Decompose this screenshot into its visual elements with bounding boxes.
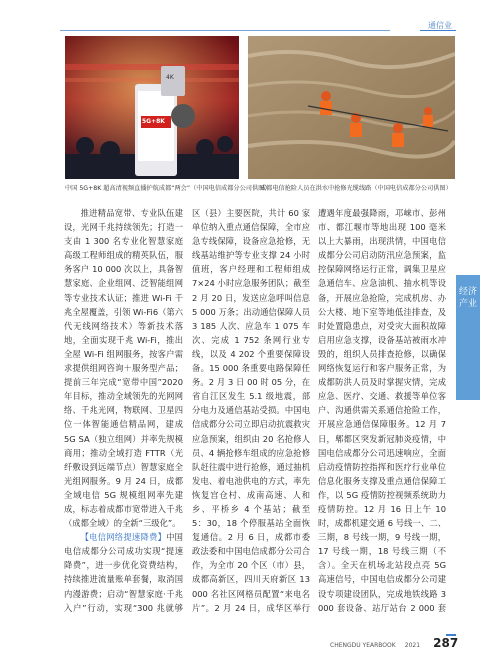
photo-caption-2: 成都电信抢险人员在洪水中抢修光缆线路（中国电信成都分公司供图） <box>260 185 452 192</box>
flood-photo <box>248 36 455 179</box>
conference-photo <box>65 36 239 179</box>
footer <box>330 632 459 650</box>
section-tab-label: 经济产业 <box>458 287 477 309</box>
sign-text: 4K <box>166 74 174 81</box>
paragraph: 【电信网络提速降费】中国电信成都分公司成功实现“提速降费”，进一步优化资费结构，持续推进流量账单套餐，取消国内漫游费；启动“智慧家庭·千兆入户”行动，实现“300 兆就够 <box>64 532 183 613</box>
header-rule <box>60 30 390 31</box>
publication-year: 2021 <box>404 642 421 649</box>
publication-name: CHENGDU YEARBOOK <box>330 642 396 649</box>
broadcast-overlay-text: 5G+8K <box>142 118 165 125</box>
column-1 <box>64 206 183 616</box>
paragraph: 推进精品宽带、专业队伍建设，光网千兆持续领先；打造一支由 1 300 名专业化智慧家庭高级工程师组成的精英队伍，服务客户 10 000 次以上，具备智慧家庭、企业组网、泛智能组网等专业技术认证；推进 Wi-Fi 千兆全屋覆盖，引领 Wi-Fi6（第六代无线网络技术）等新技术落地，全面实现千兆 Wi-Fi，推出全屋 Wi-Fi 组网服务，按客户需求提供组网咨询＋服务型产品；提前三年完成“宽带中国”2020 年目标，推动全域领先的光网网络、千兆光网，物联网、卫星四位一体智能通信精品网，建成 5G SA（独立组网）并率先规模商用；推动全域打造 FTTR（光纤敷设到远端节点）智慧家庭全光组网服务。9 月 24 日，成都全域电信 5G 规模组网率先建成，标志着成都市宽带进入千兆（成都全域）的全新“三级化”。 <box>64 208 183 529</box>
column-3 <box>318 206 446 616</box>
column-2 <box>192 206 310 616</box>
page-number: 287 <box>433 636 459 650</box>
footer-rule <box>446 634 456 636</box>
paragraph: 遭遇年度最强降雨，邛崃市、彭州市、都江堰市等地出现 100 毫米以上大暴雨，出现洪情，中国电信成都分公司启动防汛应急预案，监控保障网络运行正常，调集卫星应急通信车、应急油机、抽水机等设备，开展应急抢险，完成机房、办公大楼、地下室等地低洼排查，及时处置隐患点，对受灾大面积故障启用应急支撑，设备基站被雨水冲毁的，组织人员排查抢修，以确保网络恢复运行和客户服务正常，为成都防洪人员及时掌握灾情，完成应急、医疗、交通、救援等单位客户、沟通供需关系通信抢险工作，开展应急通信保障服务。12 月 7 日，郫都区突发新冠肺炎疫情，中国电信成都分公司迅速响应，全面启动疫情防控指挥和医疗行业单位信息化服务支撑及重点通信保障工作，以 5G 疫情防控视频系统助力疫情防控。12 月 16 日上午 10 时，成都机建交通 6 号线一、二、三期，8 号线一期，9 号线一期，17 号线一期，18 号线三期（不含）。全天在机场北站段点亮 5G 高速信号，中国电信成都分公司建设专项建设团队，完成地铁线路 3 000 套设备、站厅站台 2 000 套 <box>318 208 446 613</box>
paragraph: 区（县）主要医院，共计 60 家单位纳入重点通信保障，全市应急专线保障，设备应急抢修，无线基站维护等专业支撑 24 小时值班，客户经理和工程师组成 7×24 小时应急服务团队；截至 2 月 20 日，发送应急呼叫信息 5 000 万条；出动通信保障人员 3 185 人次、应急车 1 075 车次、完成 1 752 条网行业专线，以及 4 202 个重要保障设备。15 000 条重要电路保障任务。2 月 3 日 00 时 05 分，在省自江区发生 5.1 级地震，部分电力及通信基站受损。中国电信成都分公司立即启动抗震救灾应急预案，组织由 20 名抢修人员、4 辆抢修车组成的应急抢修队赶往震中进行抢修，通过抽机发电、着电池供电的方式，率先恢复宫仓村、成南高速、人和乡、平桥乡 4 个基站；截至 5：30，18 个停服基站全面恢复通信。2 月 6 日，成都市委政法委和中国电信成都分公司合作，为全市 20 个区（市）县，成都高新区，四川天府新区 13 000 名社区网格员配置“来电名片”。2 月 24 日，成华区举行 <box>192 208 310 613</box>
photo-caption-1: 中国 5G+8K 超高清视频直播护航成都“两会”（中国电信成都分公司供图） <box>65 185 271 192</box>
section-heading: 【电信网络提速降费】 <box>80 532 167 543</box>
section-label: 通信业 <box>428 21 452 30</box>
